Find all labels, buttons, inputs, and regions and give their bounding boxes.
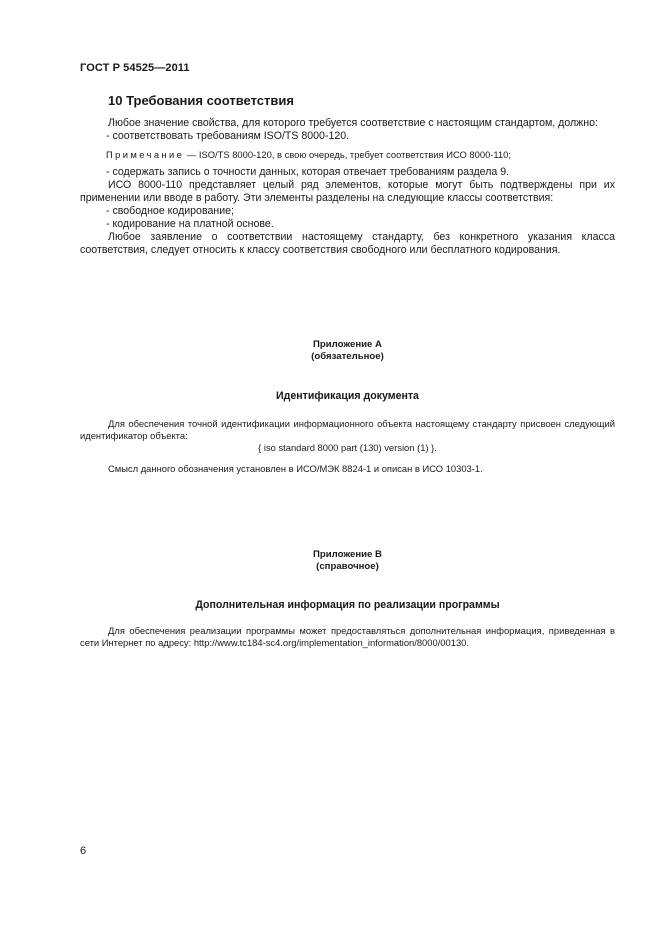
section-10-paragraph-1: Любое значение свойства, для которого требуется соответствие с настоящим стандартом, должно: <box>108 117 598 129</box>
appendix-a-body <box>80 418 615 475</box>
conformance-class-1: - свободное кодирование; <box>106 205 234 217</box>
appendix-b-status: (справочное) <box>316 561 379 572</box>
section-10-title: 10 Требования соответствия <box>108 93 294 108</box>
appendix-b-header <box>80 549 615 573</box>
appendix-b-body <box>80 625 615 649</box>
section-10-body <box>80 117 615 257</box>
appendix-a-heading: Идентификация документа <box>276 390 419 402</box>
note-text: — ISO/TS 8000-120, в свою очередь, требует соответствия ИСО 8000-110; <box>184 149 511 160</box>
appendix-b-label: Приложение В <box>313 549 382 560</box>
appendix-a-status: (обязательное) <box>311 351 384 362</box>
note <box>80 148 615 161</box>
section-10-paragraph-3: Любое заявление о соответствии настоящему стандарту, без конкретного указания класса соответствия, следует относить к классу соответствия свободного или бесплатного кодирования. <box>80 231 615 256</box>
requirement-item-2: - содержать запись о точности данных, которая отвечает требованиям раздела 9. <box>106 166 510 178</box>
conformance-class-2: - кодирование на платной основе. <box>106 218 274 230</box>
appendix-a-header <box>80 339 615 363</box>
requirement-item-1: - соответствовать требованиям ISO/TS 8000-120. <box>106 130 350 142</box>
section-10-paragraph-2: ИСО 8000-110 представляет целый ряд элементов, которые могут быть подтверждены при их применении или вводе в работу. Эти элементы разделены на следующие классы соответствия: <box>80 179 615 204</box>
appendix-b-paragraph-1: Для обеспечения реализации программы может предоставляться дополнительная информация, приведенная в сети Интернет по адресу: http://www.tc184-sc4.org/implementation_information/8000/00130. <box>80 625 615 648</box>
note-label: Примечание <box>106 149 185 160</box>
object-identifier: { iso standard 8000 part (130) version (1) }. <box>258 442 437 453</box>
appendix-b-heading: Дополнительная информация по реализации программы <box>195 599 500 611</box>
appendix-a-paragraph-1: Для обеспечения точной идентификации информационного объекта настоящему стандарту присвоен следующий идентификатор объекта: <box>80 418 615 441</box>
appendix-a-paragraph-2: Смысл данного обозначения установлен в ИСО/МЭК 8824-1 и описан в ИСО 10303-1. <box>108 463 483 474</box>
appendix-a-label: Приложение А <box>313 339 382 350</box>
page-number: 6 <box>80 845 87 857</box>
document-code: ГОСТ Р 54525—2011 <box>80 62 190 74</box>
